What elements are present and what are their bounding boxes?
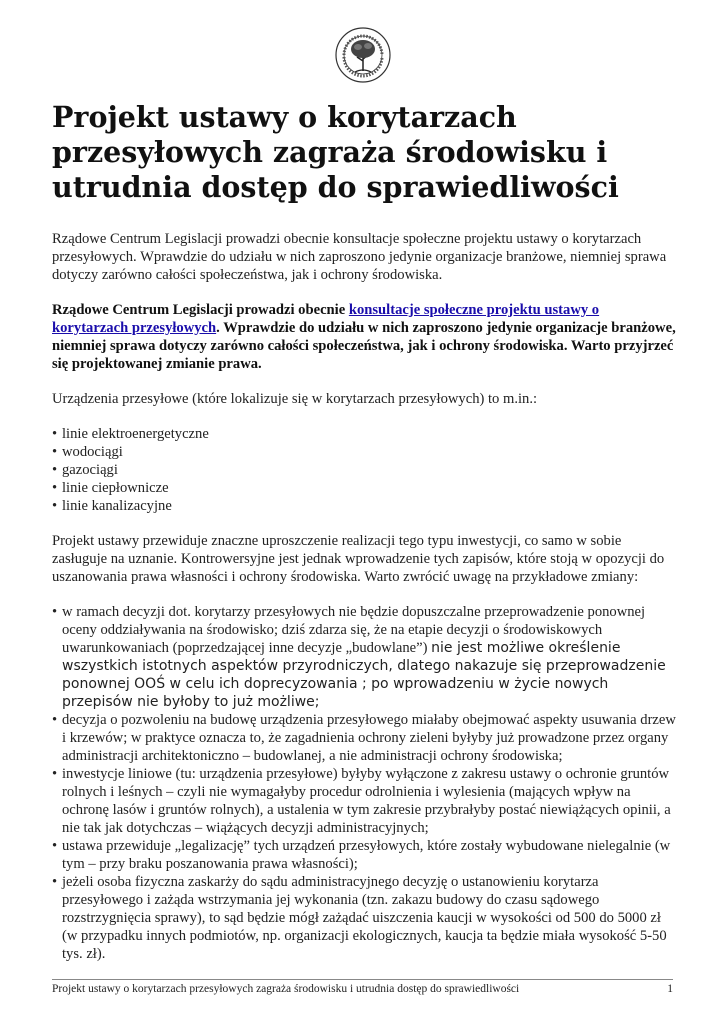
list-item: • linie elektroenergetyczne (52, 425, 677, 443)
intro-paragraph: Rządowe Centrum Legislacji prowadzi obecnie konsultacje społeczne projektu ustawy o korytarzach przesyłowych. Wprawdzie do udziału w nich zaproszono jedynie organizacje branżowe, niemniej sprawa dotyczy zarówno całości społeczeństwa, jak i ochrony środowiska. (52, 231, 667, 283)
list-item-text: ustawa przewiduje „legalizację” tych urządzeń przesyłowych, które zostały wybudowane nielegalnie (w tym – przy braku poszanowania prawa własności); (62, 838, 671, 872)
footer-title: Projekt ustawy o korytarzach przesyłowych zagraża środowisku i utrudnia dostęp do sprawiedliwości (52, 983, 520, 995)
devices-intro: Urządzenia przesyłowe (które lokalizuje się w korytarzach przesyłowych) to m.in.: (52, 391, 538, 407)
article-title: Projekt ustawy o korytarzach przesyłowych zagraża środowisku i utrudnia dostęp do sprawiedliwości (52, 100, 619, 204)
list-item (52, 765, 677, 837)
consultation-link[interactable]: konsultacje społeczne projektu ustawy o korytarzach przesyłowych (52, 302, 600, 336)
list-item: • linie kanalizacyjne (52, 497, 677, 515)
lead-text-start: Rządowe Centrum Legislacji prowadzi obecnie (52, 302, 349, 318)
list-item-text: decyzja o pozwoleniu na budowę urządzenia przesyłowego miałaby obejmować aspekty usuwania drzew i krzewów; w praktyce oznacza to, że zagadnienia ochrony zieleni byłyby już prowadzone przez organy administracji architektoniczno – budowlanej, a nie administracji ochrony środowiska; (62, 712, 676, 764)
footer-divider (52, 979, 673, 980)
list-item-text: inwestycje liniowe (tu: urządzenia przesyłowe) byłyby wyłączone z zakresu ustawy o ochronie gruntów rolnych i leśnych – czyli nie wymagałyby procedur odrolnienia i wylesienia (mających wpływ na ochronę lasów i gruntów rolnych), a ustalenia w tym zakresie przybrałyby postać niewiążących opinii, a nie tak jak dotychczas – wiążących decyzji administracyjnych; (62, 766, 671, 836)
list-item-text: w ramach decyzji dot. korytarzy przesyłowych nie będzie dopuszczalne przeprowadzenie ponownej oceny oddziaływania na środowisko; dziś zdarza się, że na etapie decyzji o środowiskowych uwarunkowaniach (poprzedzającej inne decyzje „budowlane”) (62, 604, 646, 656)
project-paragraph: Projekt ustawy przewiduje znaczne uproszczenie realizacji tego typu inwestycji, co samo w sobie zasługuje na uznanie. Kontrowersyjne jest jednak wprowadzenie tych zapisów, które stoją w opozycji do uszanowania prawa własności i ochrony środowiska. Warto zwrócić uwagę na przykładowe zmiany: (52, 533, 665, 585)
list-item-text: jeżeli osoba fizyczna zaskarży do sądu administracyjnego decyzję o ustanowieniu korytarza przesyłowego i zażąda wstrzymania jej wykonania (tzn. zakazu budowy do czasu sądowego rozstrzygnięcia sprawy), to sąd będzie mógł zażądać uiszczenia kaucji w wysokości od 500 do 5000 zł (w przypadku innych podmiotów, np. organizacji ekologicznych, kaucja ta będzie miała wysokość 5-50 tys. zł). (62, 874, 667, 962)
list-item (52, 711, 677, 765)
list-item: • linie ciepłownicze (52, 479, 677, 497)
lead-paragraph (52, 301, 677, 373)
page-number: 1 (667, 983, 673, 995)
organization-logo-icon (335, 27, 391, 83)
list-item (52, 837, 677, 873)
article-body (52, 230, 677, 963)
list-item: • wodociągi (52, 443, 677, 461)
list-item (52, 873, 677, 963)
devices-list (52, 425, 677, 515)
list-item: • gazociągi (52, 461, 677, 479)
list-item (52, 603, 677, 711)
changes-list (52, 603, 677, 963)
lead-text-end: . Wprawdzie do udziału w nich zaproszono jedynie organizacje branżowe, niemniej sprawa dotyczy zarówno całości społeczeństwa, jak i ochrony środowiska. Warto przyjrzeć się projektowanej zmianie prawa. (52, 320, 676, 372)
list-item-text-sans: nie jest możliwe określenie wszystkich istotnych aspektów przyrodniczych, dlatego nakazuje się przeprowadzenie ponownej OOŚ w celu ich doprecyzowania ; po wprowadzeniu w życie nowych przepisów nie byłoby to już możliwe; (62, 640, 666, 710)
